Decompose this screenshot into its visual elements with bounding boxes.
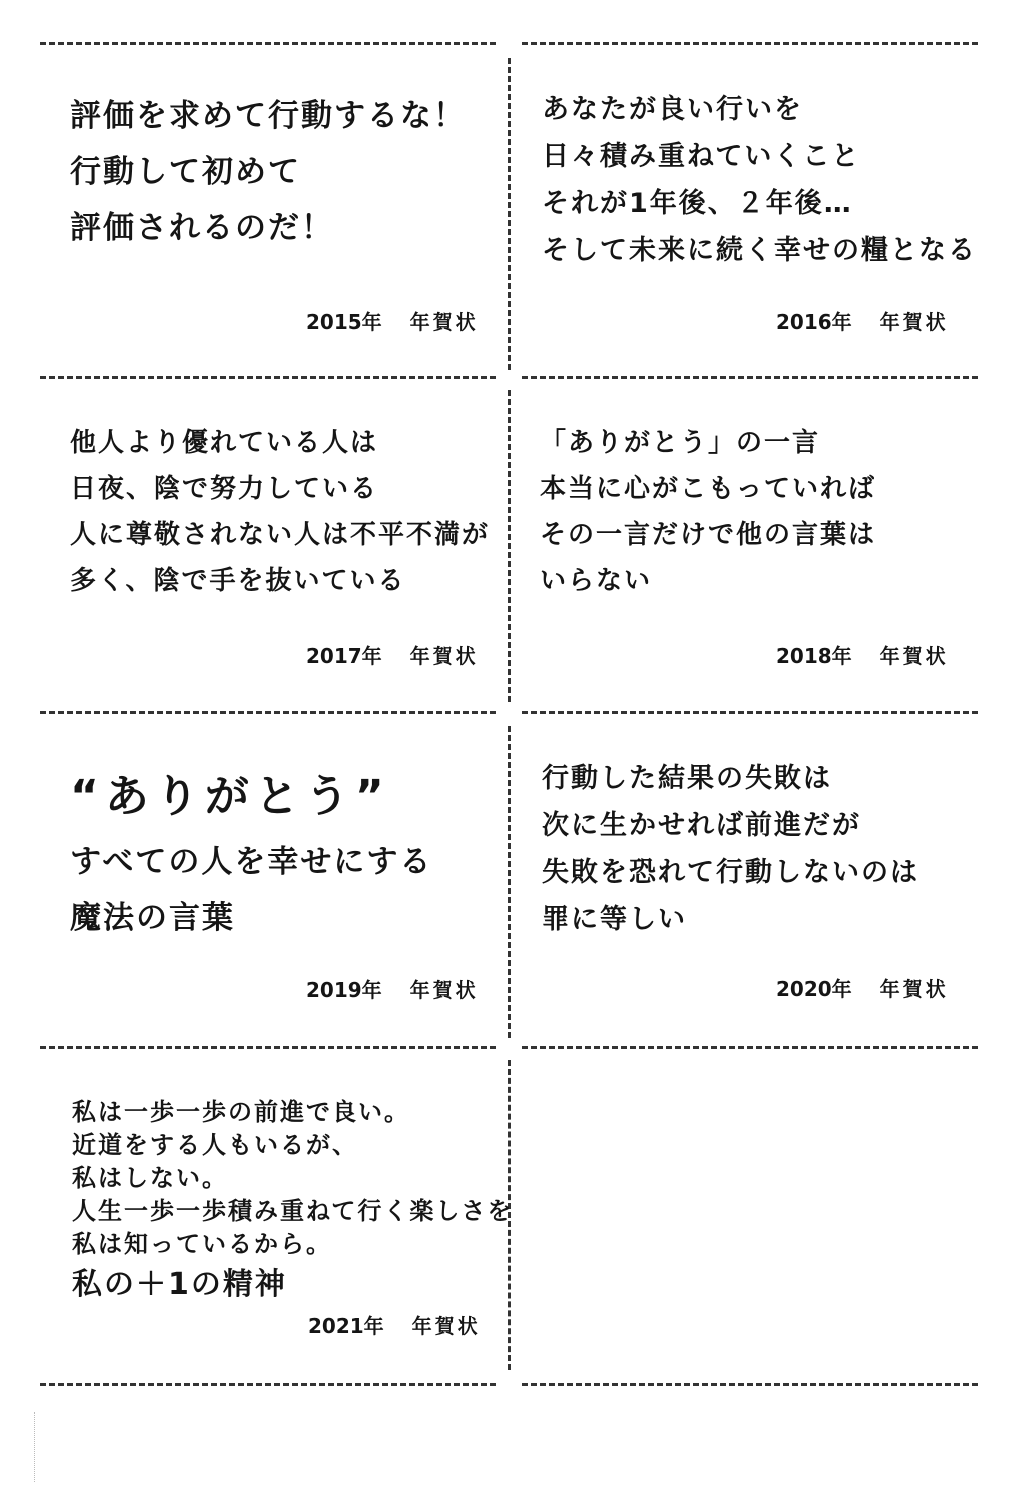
card-2018: [540, 420, 970, 680]
cut-line-horizontal: [522, 1046, 978, 1049]
message-line: 私は知っているから。: [72, 1230, 332, 1258]
message-line: 私は一歩一歩の前進で良い。: [72, 1098, 410, 1126]
card-label: 年賀状: [879, 310, 949, 334]
card-footer: [306, 974, 479, 1003]
card-label: 年賀状: [409, 310, 479, 334]
message-line: 失敗を恐れて行動しないのは: [542, 857, 919, 888]
message-line: 日夜、陰で努力している: [70, 474, 379, 504]
card-year: 2021年: [308, 1314, 384, 1338]
card-year: 2016年: [776, 310, 852, 334]
message-line: 日々積み重ねていくこと: [542, 141, 861, 172]
message-line: 近道をする人もいるが、: [72, 1131, 358, 1159]
cut-line-horizontal: [522, 711, 978, 714]
cut-line-horizontal: [522, 1383, 978, 1386]
message-line: 本当に心がこもっていれば: [540, 474, 877, 504]
message-line: それが1年後、２年後…: [542, 188, 853, 219]
cut-line-horizontal: [40, 42, 496, 45]
cut-line-horizontal: [40, 1046, 496, 1049]
card-2019: [70, 760, 500, 1020]
message-line: 評価されるのだ！: [70, 210, 334, 246]
card-label: 年賀状: [879, 977, 949, 1001]
card-label: 年賀状: [411, 1314, 481, 1338]
cut-line-vertical: [508, 58, 511, 370]
cut-line-horizontal: [522, 42, 978, 45]
message-line: 人に尊敬されない人は不平不満が: [70, 520, 491, 550]
cut-line-horizontal: [522, 376, 978, 379]
message-line: すべての人を幸せにする: [70, 844, 433, 880]
card-message: [72, 1096, 513, 1309]
cut-line-horizontal: [40, 376, 496, 379]
card-footer: [776, 973, 949, 1002]
message-line: 多く、陰で手を抜いている: [70, 566, 406, 596]
card-message: [542, 86, 977, 274]
cut-line-horizontal: [40, 1383, 496, 1386]
message-line: 行動して初めて: [70, 154, 301, 190]
message-line: あなたが良い行いを: [542, 94, 803, 125]
card-message: [540, 420, 876, 604]
message-line: 「ありがとう」の一言: [540, 428, 821, 458]
message-line: 他人より優れている人は: [70, 428, 379, 458]
card-footer: [776, 640, 949, 669]
card-footer: [306, 640, 479, 669]
card-2015: [70, 88, 490, 348]
message-line: その一言だけで他の言葉は: [540, 520, 877, 550]
card-year: 2017年: [306, 644, 382, 668]
message-line: 私はしない。: [72, 1164, 228, 1192]
cut-line-vertical: [508, 390, 511, 702]
card-footer: [306, 306, 479, 335]
card-footer: [308, 1310, 481, 1339]
card-footer: [776, 306, 949, 335]
cut-line-horizontal: [40, 711, 496, 714]
card-year: 2018年: [776, 644, 852, 668]
card-year: 2019年: [306, 978, 382, 1002]
card-label: 年賀状: [409, 978, 479, 1002]
card-message: [70, 760, 432, 946]
message-line: 罪に等しい: [542, 904, 687, 935]
card-label: 年賀状: [879, 644, 949, 668]
card-2020: [542, 755, 972, 1015]
card-message: [70, 88, 466, 256]
message-line: “ありがとう”: [70, 771, 390, 822]
cut-line-vertical: [508, 726, 511, 1038]
card-year: 2015年: [306, 310, 382, 334]
card-message: [70, 420, 490, 604]
card-2017: [70, 420, 500, 680]
card-message: [542, 755, 919, 943]
message-line: そして未来に続く幸せの糧となる: [542, 235, 977, 266]
card-2016: [542, 86, 977, 346]
message-line: 魔法の言葉: [70, 900, 235, 936]
message-line: 評価を求めて行動するな！: [70, 98, 466, 134]
message-line: 人生一歩一歩積み重ねて行く楽しさを: [72, 1197, 514, 1225]
card-year: 2020年: [776, 977, 852, 1001]
card-2021: [72, 1096, 514, 1356]
message-line: 行動した結果の失敗は: [542, 763, 832, 794]
message-line: 私の＋1の精神: [72, 1267, 287, 1302]
message-line: 次に生かせれば前進だが: [542, 810, 861, 841]
card-label: 年賀状: [409, 644, 479, 668]
scan-mark: [34, 1412, 35, 1482]
message-line: いらない: [540, 566, 653, 596]
